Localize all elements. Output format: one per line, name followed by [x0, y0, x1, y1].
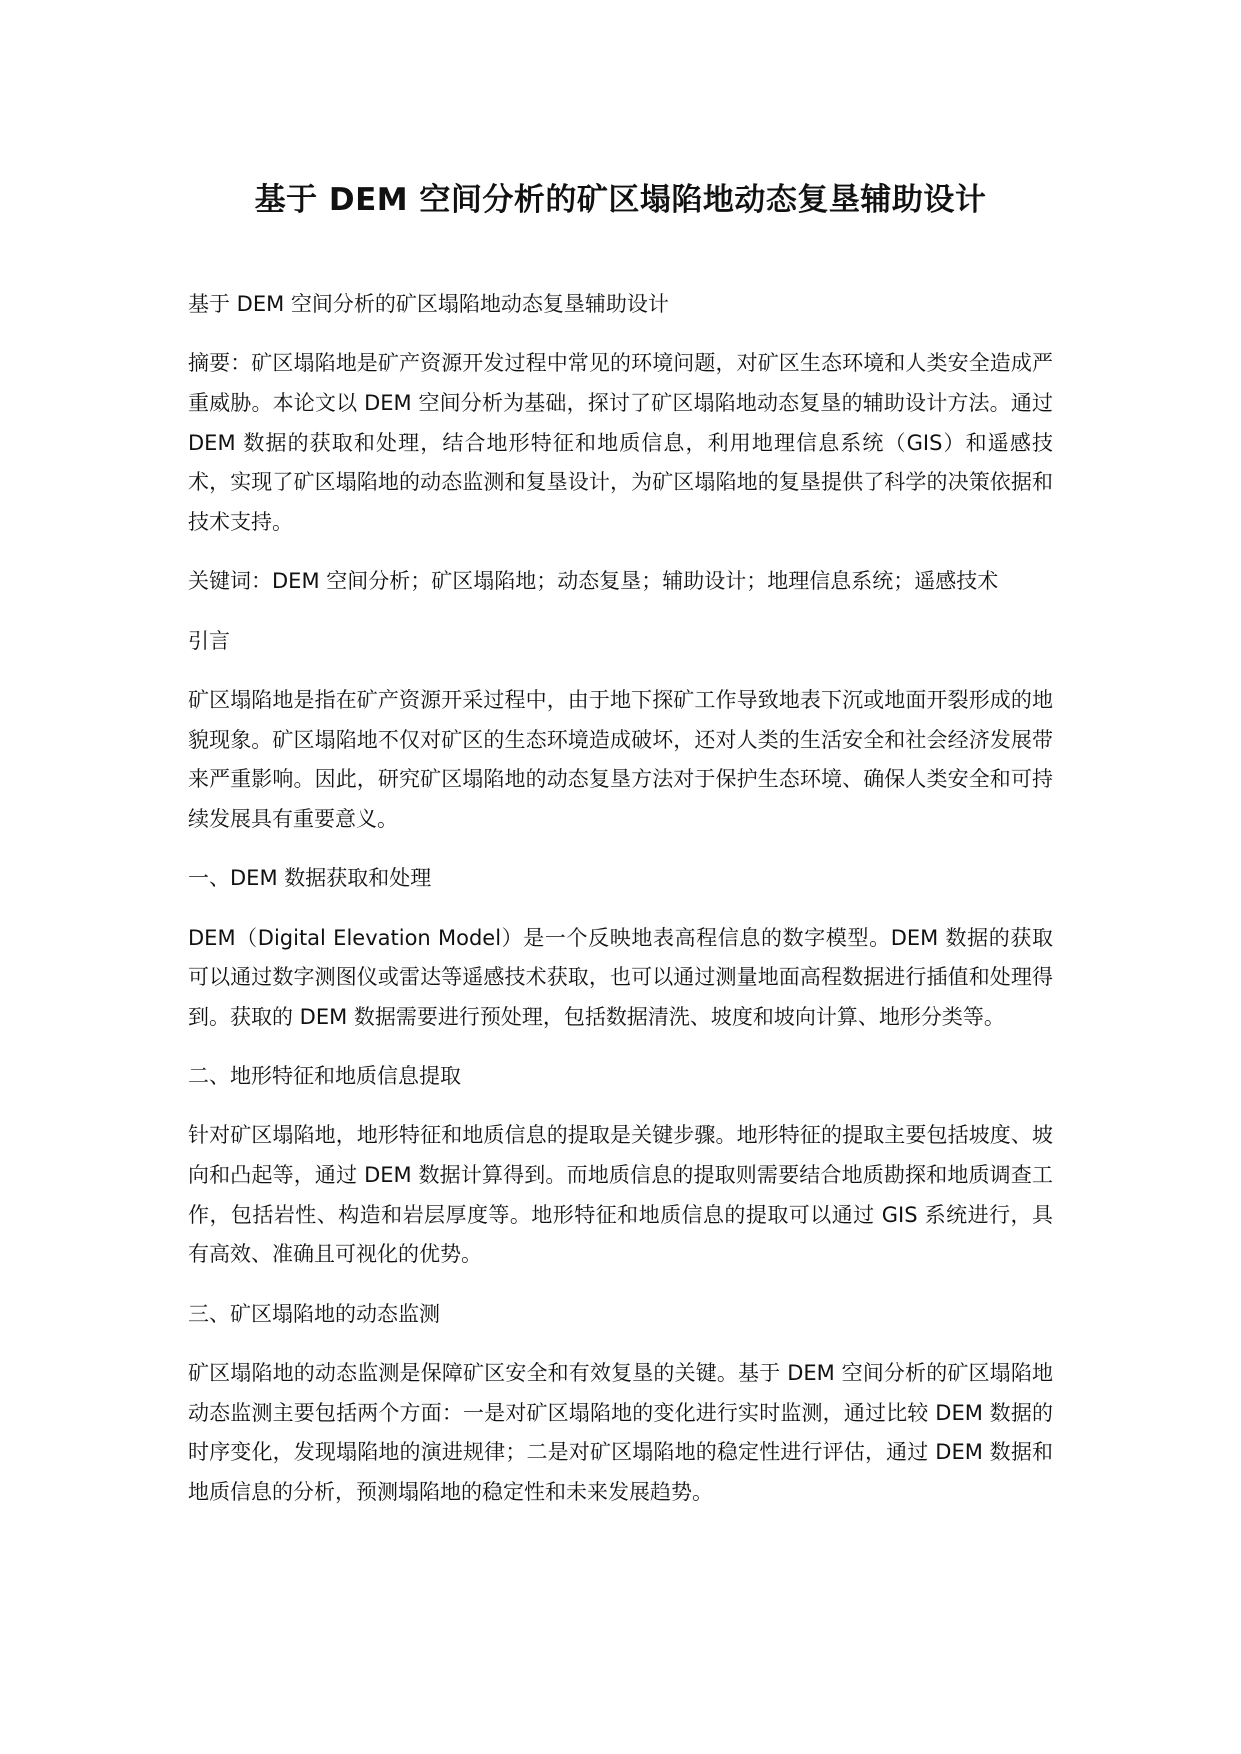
subtitle-paragraph: 基于 DEM 空间分析的矿区塌陷地动态复垦辅助设计 — [188, 292, 669, 316]
section-3-heading: 三、矿区塌陷地的动态监测 — [188, 1301, 440, 1326]
section-1-heading: 一、DEM 数据获取和处理 — [188, 866, 432, 891]
introduction-heading: 引言 — [188, 628, 230, 653]
document-title: 基于 DEM 空间分析的矿区塌陷地动态复垦辅助设计 — [254, 182, 987, 218]
introduction-paragraph: 矿区塌陷地是指在矿产资源开采过程中，由于地下探矿工作导致地表下沉或地面开裂形成的地貌现象。矿区塌陷地不仅对矿区的生态环境造成破坏，还对人类的生活安全和社会经济发展带来严重影响。因此，研究矿区塌陷地的动态复垦方法对于保护生态环境、确保人类安全和可持续发展具有重要意义。 — [188, 687, 1053, 831]
section-2-heading: 二、地形特征和地质信息提取 — [188, 1064, 461, 1089]
section-2-paragraph: 针对矿区塌陷地，地形特征和地质信息的提取是关键步骤。地形特征的提取主要包括坡度、坡向和凸起等，通过 DEM 数据计算得到。而地质信息的提取则需要结合地质勘探和地质调查工作，包括岩性、构造和岩层厚度等。地形特征和地质信息的提取可以通过 GIS 系统进行，具有高效、准确且可视化的优势。 — [188, 1123, 1053, 1267]
section-1-paragraph: DEM（Digital Elevation Model）是一个反映地表高程信息的数字模型。DEM 数据的获取可以通过数字测图仪或雷达等遥感技术获取，也可以通过测量地面高程数据进行插值和处理得到。获取的 DEM 数据需要进行预处理，包括数据清洗、坡度和坡向计算、地形分类等。 — [188, 925, 1053, 1029]
document-body — [188, 285, 1053, 1512]
abstract-paragraph: 摘要：矿区塌陷地是矿产资源开发过程中常见的环境问题，对矿区生态环境和人类安全造成严重威胁。本论文以 DEM 空间分析为基础，探讨了矿区塌陷地动态复垦的辅助设计方法。通过 DEM 数据的获取和处理，结合地形特征和地质信息，利用地理信息系统（GIS）和遥感技术，实现了矿区塌陷地的动态监测和复垦设计，为矿区塌陷地的复垦提供了科学的决策依据和技术支持。 — [188, 351, 1053, 534]
keywords-paragraph: 关键词：DEM 空间分析；矿区塌陷地；动态复垦；辅助设计；地理信息系统；遥感技术 — [188, 569, 999, 594]
section-3-paragraph: 矿区塌陷地的动态监测是保障矿区安全和有效复垦的关键。基于 DEM 空间分析的矿区塌陷地动态监测主要包括两个方面：一是对矿区塌陷地的变化进行实时监测，通过比较 DEM 数据的时序变化，发现塌陷地的演进规律；二是对矿区塌陷地的稳定性进行评估，通过 DEM 数据和地质信息的分析，预测塌陷地的稳定性和未来发展趋势。 — [188, 1361, 1053, 1504]
